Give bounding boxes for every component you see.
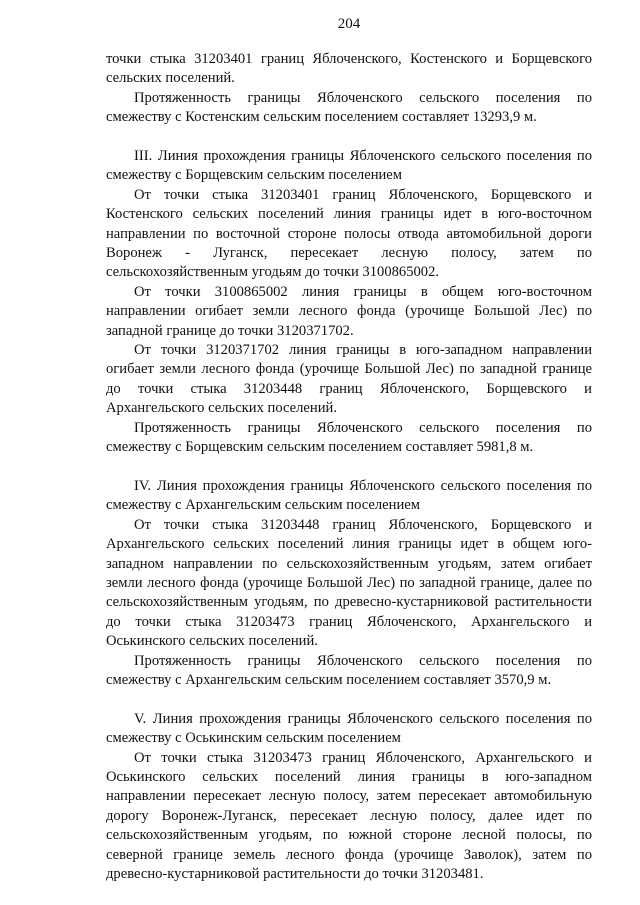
section-heading: IV. Линия прохождения границы Яблоченского сельского поселения по смежеству с Архангельским сельским поселением [106,477,592,514]
section-heading: V. Линия прохождения границы Яблоченского сельского поселения по смежеству с Оськинским сельским поселением [106,710,592,747]
paragraph: От точки 3120371702 линия границы в юго-западном направлении огибает земли лесного фонда (урочище Большой Лес) по западной границе до точки стыка 31203448 границ Яблоченского, Борщевского и Архангельского сельских поселений. [106,342,592,417]
paragraph: От точки стыка 31203448 границ Яблоченского, Борщевского и Архангельского сельских поселений линия границы идет в общем юго-западном направлении по сельскохозяйственным угодьям, затем огибает земли лесного фонда (урочище Большой Лес) по западной границе, далее по сельскохозяйственным угодьям, по древесно-кустарниковой растительности до точки стыка 31203473 границ Яблоченского, Архангельского и Оськинского сельских поселений. [106,516,592,650]
section-heading: III. Линия прохождения границы Яблоченского сельского поселения по смежеству с Борщевским сельским поселением [106,148,592,184]
paragraph: От точки 3100865002 линия границы в общем юго-восточном направлении огибает земли лесного фонда (урочище Большой Лес) по западной границе до точки 3120371702. [106,283,592,339]
paragraph: Протяженность границы Яблоченского сельского поселения по смежеству с Костенским сельским поселением составляет 13293,9 м. [106,89,592,126]
paragraph: Протяженность границы Яблоченского сельского поселения по смежеству с Архангельским сельским поселением составляет 3570,9 м. [106,652,592,688]
paragraph: точки стыка 31203401 границ Яблоченского, Костенского и Борщевского сельских поселений. [106,51,592,87]
paragraph: От точки стыка 31203473 границ Яблоченского, Архангельского и Оськинского сельских поселений линия границы в юго-западном направлении пересекает лесную полосу, затем пересекает автомобильную дорогу Воронеж-Луганск, пересекает лесную полосу, далее идет по сельскохозяйственным угодьям, по южной стороне лесной полосы, по северной границе земель лесного фонда (урочище Заволок), затем по древесно-кустарниковой растительности до точки 31203481. [106,749,592,883]
document-body [106,50,592,884]
page-number: 204 [337,16,361,32]
paragraph: Протяженность границы Яблоченского сельского поселения по смежеству с Борщевским сельским поселением составляет 5981,8 м. [106,419,592,456]
paragraph: От точки стыка 31203401 границ Яблоченского, Борщевского и Костенского сельских поселений линия границы идет в юго-восточном направлении по восточной стороне полосы отвода автомобильной дороги Воронеж - Луганск, пересекает лесную полосу, затем по сельскохозяйственным угодьям до точки 3100865002. [106,186,592,281]
